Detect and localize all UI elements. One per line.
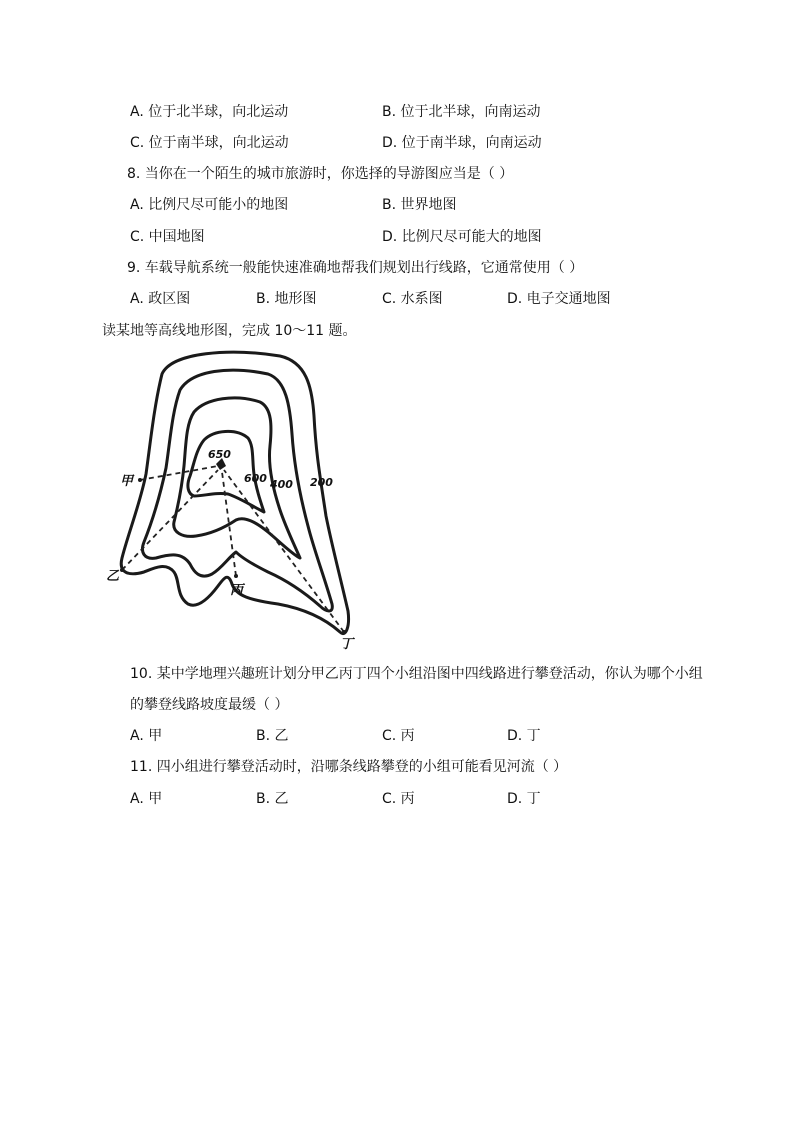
q8-option-a: A. 比例尺尽可能小的地图 bbox=[130, 197, 289, 213]
label-bing: 丙 bbox=[230, 583, 244, 598]
q9-option-b: B. 地形图 bbox=[256, 291, 317, 307]
q7-option-a: A. 位于北半球，向北运动 bbox=[130, 104, 289, 120]
q11-option-c: C. 丙 bbox=[382, 791, 415, 807]
q11-option-a: A. 甲 bbox=[130, 791, 163, 807]
q7-option-b: B. 位于北半球，向南运动 bbox=[382, 104, 541, 120]
label-contour-200: 200 bbox=[310, 476, 333, 489]
contour-map-figure bbox=[100, 346, 370, 656]
question-10-stem-line2: 的攀登线路坡度最缓（ ） bbox=[130, 697, 289, 713]
route-ding bbox=[224, 470, 344, 632]
question-9-stem: 9. 车载导航系统一般能快速准确地帮我们规划出行线路，它通常使用（ ） bbox=[127, 260, 584, 276]
q8-option-d: D. 比例尺尽可能大的地图 bbox=[382, 229, 542, 245]
q9-option-a: A. 政区图 bbox=[130, 291, 191, 307]
q10-option-a: A. 甲 bbox=[130, 728, 163, 744]
q9-option-d: D. 电子交通地图 bbox=[507, 291, 611, 307]
route-jia bbox=[140, 466, 218, 480]
q9-option-c: C. 水系图 bbox=[382, 291, 443, 307]
q7-option-d: D. 位于南半球，向南运动 bbox=[382, 135, 542, 151]
q10-option-c: C. 丙 bbox=[382, 728, 415, 744]
label-jia: 甲 bbox=[120, 474, 134, 489]
q10-option-b: B. 乙 bbox=[256, 728, 289, 744]
question-11-stem: 11. 四小组进行攀登活动时，沿哪条线路攀登的小组可能看见河流（ ） bbox=[130, 759, 568, 775]
q11-option-b: B. 乙 bbox=[256, 791, 289, 807]
label-contour-650: 650 bbox=[208, 448, 231, 461]
map-intro-text: 读某地等高线地形图，完成 10～11 题。 bbox=[102, 323, 357, 339]
label-contour-400: 400 bbox=[270, 478, 293, 491]
q8-option-c: C. 中国地图 bbox=[130, 229, 205, 245]
label-ding: 丁 bbox=[340, 637, 354, 652]
q8-option-b: B. 世界地图 bbox=[382, 197, 457, 213]
question-8-stem: 8. 当你在一个陌生的城市旅游时，你选择的导游图应当是（ ） bbox=[127, 166, 514, 182]
q10-option-d: D. 丁 bbox=[507, 728, 541, 744]
q11-option-d: D. 丁 bbox=[507, 791, 541, 807]
q7-option-c: C. 位于南半球，向北运动 bbox=[130, 135, 289, 151]
label-contour-600: 600 bbox=[244, 472, 267, 485]
label-yi: 乙 bbox=[106, 569, 120, 584]
question-10-stem-line1: 10. 某中学地理兴趣班计划分甲乙丙丁四个小组沿图中四线路进行攀登活动，你认为哪个小组 bbox=[130, 666, 703, 682]
